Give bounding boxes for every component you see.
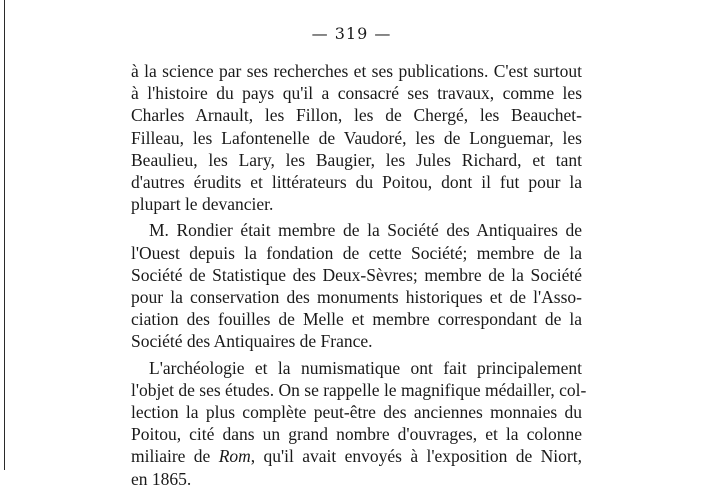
text-line: Société des Antiquaires de France. <box>131 331 373 352</box>
text-line: Charles Arnault, les Fillon, les de Chergé, les Beauchet- <box>131 105 582 126</box>
text-segment: miliaire de <box>131 446 219 467</box>
text-line: pour la conservation des monuments historiques et de l'Asso- <box>131 287 582 308</box>
text-line-with-italic <box>131 445 582 467</box>
text-line: l'objet de ses études. On se rappelle le magnifique médailler, col- <box>131 379 587 400</box>
text-line: Société de Statistique des Deux-Sèvres; membre de la Société <box>131 264 582 285</box>
text-line: à la science par ses recherches et ses publications. C'est surtout <box>131 61 582 81</box>
page-edge-rule <box>4 0 5 470</box>
text-line: lection la plus complète peut-être des anciennes monnaies du <box>131 402 582 423</box>
text-line-indented <box>131 219 582 241</box>
page-number: — 319 — <box>311 24 392 43</box>
italic-place-name: Rom <box>218 446 251 467</box>
body-text <box>131 60 587 494</box>
text-line: ciation des fouilles de Melle et membre correspondant de la <box>131 309 582 330</box>
text-line: plupart le devancier. <box>131 194 274 215</box>
text-line: d'autres érudits et littérateurs du Poitou, dont il fut pour la <box>131 172 582 193</box>
text-line: Filleau, les Lafontenelle de Vaudoré, les de Longuemar, les <box>131 127 582 148</box>
text-line-content: M. Rondier était membre de la Société des Antiquaires de <box>149 220 582 241</box>
paragraph-2 <box>131 219 582 352</box>
text-line-indented <box>131 357 582 379</box>
text-line: en 1865. <box>131 468 192 489</box>
text-line-content: L'archéologie et la numismatique ont fait principalement <box>149 357 582 378</box>
text-line: l'Ouest depuis la fondation de cette Société; membre de la <box>131 242 582 263</box>
text-line: Beaulieu, les Lary, les Baugier, les Jules Richard, et tant <box>131 149 582 170</box>
paragraph-1 <box>131 60 582 215</box>
text-line: à l'histoire du pays qu'il a consacré ses travaux, comme les <box>131 83 582 104</box>
text-line: Poitou, cité dans un grand nombre d'ouvrages, et la colonne <box>131 424 582 445</box>
text-segment: , qu'il avait envoyés à l'exposition de Niort, <box>250 446 582 467</box>
